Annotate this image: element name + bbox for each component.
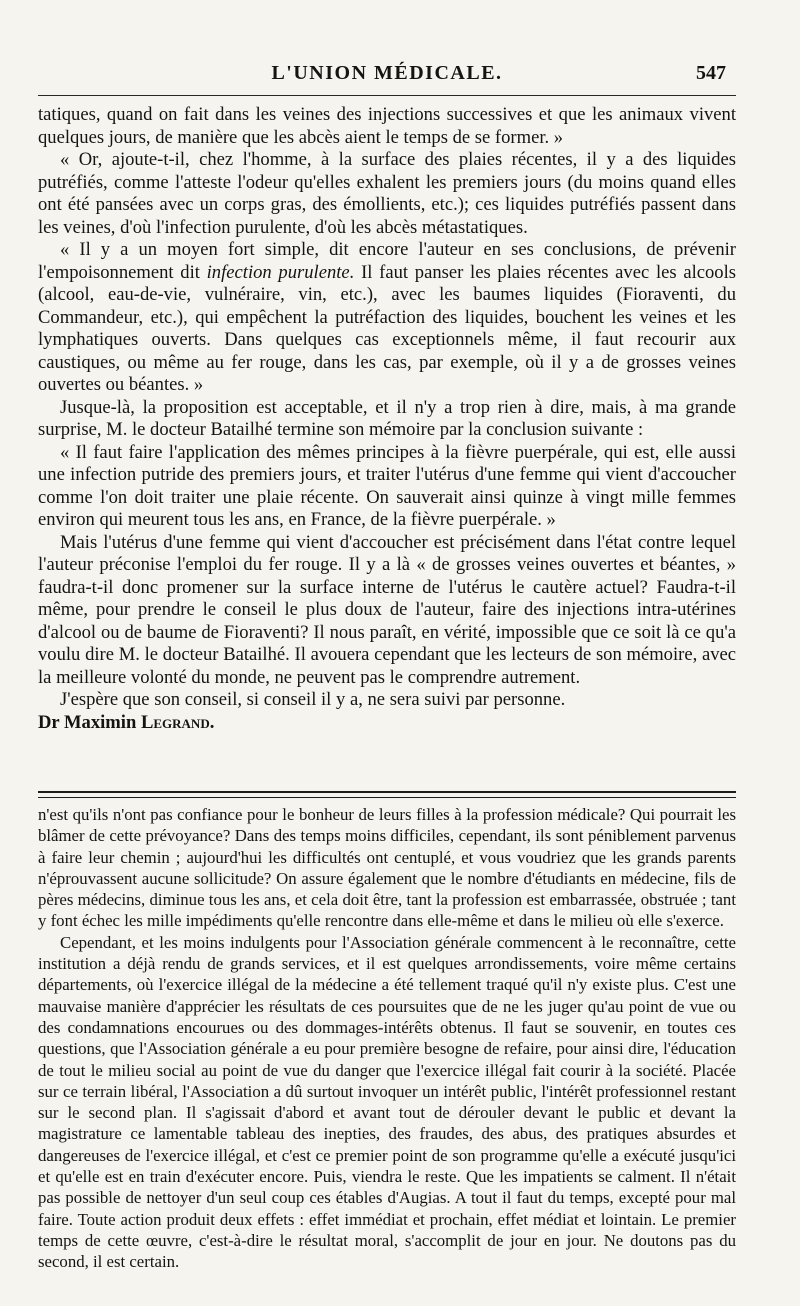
signature-prefix: Dr Maximin	[38, 711, 137, 733]
article-body	[38, 104, 736, 734]
author-signature	[38, 712, 736, 735]
section-rule-thin	[38, 797, 736, 798]
running-title: L'UNION MÉDICALE.	[271, 62, 503, 84]
paragraph: J'espère que son conseil, si conseil il y a, ne sera suivi par personne.	[60, 689, 566, 710]
page-header	[38, 60, 736, 90]
italic-term: infection purulente.	[206, 261, 355, 283]
paragraph: n'est qu'ils n'ont pas confiance pour le bonheur de leurs filles à la profession médicale? Qui pourrait les blâmer de cette prévoyance? Dans des temps moins difficiles, cependant, ils sont péniblement parvenus à faire leur chemin ; aujourd'hui les difficultés ont centuplé, et vous voudriez que les grands parents n'éprouvassent aucune sollicitude? On assure également que le nombre d'étudiants en médecine, fils de pères médecins, diminue tous les ans, et cela doit être, tant la profession est embarrassée, obstruée ; tant y font échec les mille impédiments qu'elle rencontre dans elle-même et dans le milieu où elle s'exerce.	[38, 805, 736, 931]
continuation-body	[38, 804, 736, 1273]
quote-text: « Il y a un moyen fort simple, dit encore l'auteur en ses conclusions, de prévenir l'empoisonnement dit	[38, 239, 736, 283]
paragraph-quote	[38, 239, 736, 397]
paragraph: Mais l'utérus d'une femme qui vient d'accoucher est précisément dans l'état contre lequel l'auteur préconise l'emploi du fer rouge. Il y a là « de grosses veines ouvertes et béantes, » faudra-t-il donc promener sur la surface interne de l'utérus le cautère actuel? Faudra-t-il même, pour prendre le conseil le plus doux de l'auteur, faire des injections intra-utérines d'alcool ou de baume de Fioraventi? Il nous paraît, en vérité, impossible que ce soit là ce qu'a voulu dire M. le docteur Batailhé. Il avouera cependant que les lecteurs de son mémoire, avec la meilleure volonté du monde, ne peuvent pas le comprendre autrement.	[38, 531, 736, 688]
paragraph: « Or, ajoute-t-il, chez l'homme, à la surface des plaies récentes, il y a des liquides putréfiés, comme l'atteste l'odeur qu'elles exhalent les premiers jours (du moins quand elles ont été pansées avec un corps gras, des émollients, etc.); ces liquides putréfiés passent dans les veines, d'où l'infection purulente, d'où les abcès métastatiques.	[38, 149, 736, 238]
header-rule	[38, 95, 736, 96]
paragraph: tatiques, quand on fait dans les veines des injections successives et que les animaux vivent quelques jours, de manière que les abcès aient le temps de se former. »	[38, 104, 736, 148]
paragraph: Jusque-là, la proposition est acceptable, et il n'y a trop rien à dire, mais, à ma grande surprise, M. le docteur Batailhé termine son mémoire par la conclusion suivante :	[38, 396, 736, 440]
quote-text: Il faut panser les plaies récentes avec les alcools (alcool, eau-de-vie, vulnéraire, vin, etc.), avec les baumes liquides (Fioraventi, du Commandeur, etc.), qui empêchent la putréfaction des liquides, bouchent les veines et les lymphatiques ouverts. Dans quelques cas exceptionnels même, il faut recourir aux caustiques, ou même au fer rouge, dans les cas, par exemple, où il y a de grosses veines ouvertes ou béantes. »	[38, 261, 736, 395]
paragraph: « Il faut faire l'application des mêmes principes à la fièvre puerpérale, qui est, elle aussi une infection putride des premiers jours, et traiter l'utérus d'une femme qui vient d'accoucher comme l'on doit traiter une plaie récente. On sauverait ainsi quinze à vingt mille femmes environ qui meurent tous les ans, en France, de la fièvre puerpérale. »	[38, 441, 736, 530]
signature-name: Legrand.	[140, 711, 215, 733]
paragraph: Cependant, et les moins indulgents pour l'Association générale commencent à le reconnaître, cette institution a déjà rendu de grands services, et il est quelques arrondissements, voire même certains départements, où l'exercice illégal de la médecine a été tellement traqué qu'il n'y existe plus. C'est une mauvaise manière d'apprécier les résultats de ces poursuites que de ne les juger qu'au point de vue ou des condamnations encourues ou des dommages-intérêts obtenus. Il faut se souvenir, en toutes ces questions, que l'Association générale a eu pour première besogne de refaire, pour ainsi dire, l'éducation de tout le milieu social au point de vue du danger que l'exercice illégal fait courir à la société. Placée sur ce terrain libéral, l'Association a dû surtout invoquer un intérêt public, l'intérêt professionnel restant sur le second plan. Il s'agissait d'abord et avant tout de dérouler devant le public et devant la magistrature ce lamentable tableau des inepties, des fraudes, des abus, des pratiques absurdes et dangereuses de l'exercice illégal, et c'est ce premier point de son programme qu'elle a exécuté jusqu'ici et qu'elle est en train d'exécuter encore. Puis, viendra le reste. Que les impatients se calment. Il n'était pas possible de nettoyer d'un seul coup ces étables d'Augias. A tout il faut du temps, excepté pour mal faire. Toute action produit deux effets : effet immédiat et prochain, effet médiat et lointain. Le premier temps de cette œuvre, c'est-à-dire le résultat moral, s'accomplit de jour en jour. Ne doutons pas du second, il est certain.	[38, 932, 736, 1272]
section-rule	[38, 791, 736, 793]
page-number: 547	[696, 62, 726, 84]
